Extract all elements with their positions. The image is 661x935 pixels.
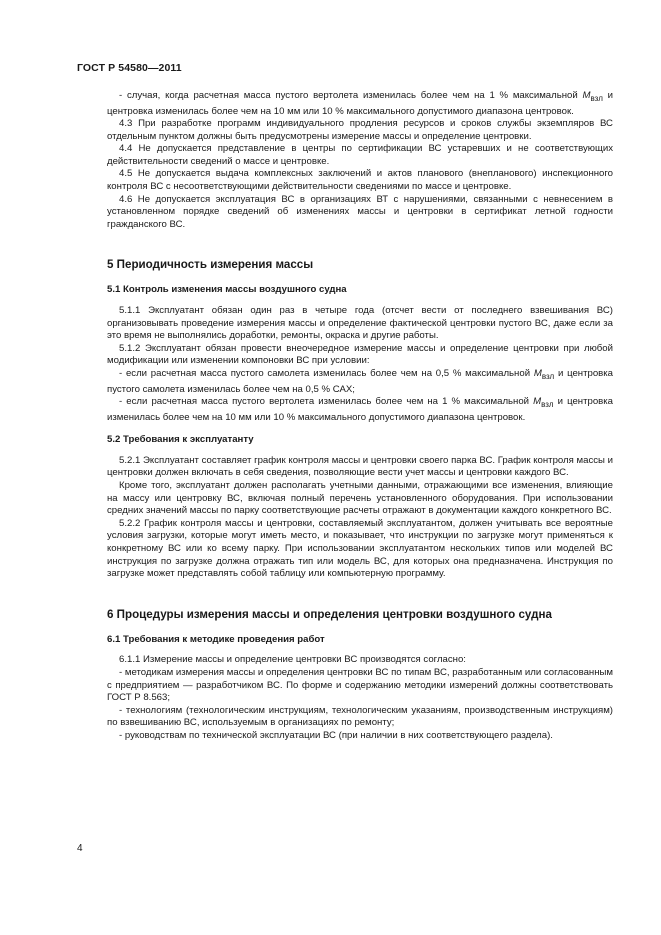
list-item: - руководствам по технической эксплуатации ВС (при наличии в них соответствующего раздела). bbox=[119, 729, 553, 741]
section-5-heading: 5 Периодичность измерения массы bbox=[107, 258, 314, 272]
list-item: - если расчетная масса пустого вертолета изменилась более чем на 1 % максимальной $M_{взл}$ и центровка изменилась более чем на 10 мм или 10 % максимального допустимого диапазона центровок. bbox=[107, 396, 613, 423]
document-body bbox=[107, 90, 613, 742]
paragraph-4-3: 4.3 При разработке программ индивидуального продления ресурсов и сроков службы экземпляров ВС отдельным пунктом должны быть предусмотрены измерение массы и определение центровки. bbox=[107, 118, 613, 142]
section-6-heading: 6 Процедуры измерения массы и определения центровки воздушного судна bbox=[107, 607, 552, 621]
paragraph-6-1-1: 6.1.1 Измерение массы и определение центровки ВС производятся согласно: bbox=[119, 654, 466, 666]
subsection-6-1-heading: 6.1 Требования к методике проведения работ bbox=[107, 633, 325, 645]
list-item: - если расчетная масса пустого самолета изменилась более чем на 0,5 % максимальной $M_{взл}$ и центровка пустого самолета изменилась более чем на 0,5 % САХ; bbox=[107, 368, 614, 395]
paragraph-4-6: 4.6 Не допускается эксплуатация ВС в организациях ВТ с нарушениями, связанными с невнесением в установленном порядке сведений об изменениях массы и центровки в сертификат летной годности гражданского ВС. bbox=[107, 193, 613, 230]
document-header: ГОСТ Р 54580—2011 bbox=[77, 62, 182, 74]
paragraph-5-2-1: 5.2.1 Эксплуатант составляет график контроля массы и центровки своего парка ВС. График контроля массы и центровки должен включать в себя сведения, позволяющие вести учет массы и центровки каждого ВС. bbox=[107, 454, 613, 479]
paragraph-4-5: 4.5 Не допускается выдача комплексных заключений и актов планового (внепланового) инспекционного контроля ВС с несоответствующими действительности сведениями по массе и центровке. bbox=[107, 168, 613, 193]
list-item: - методикам измерения массы и определения центровки ВС по типам ВС, разработанным или согласованным с предприятием — разработчиком ВС. По форме и содержанию методики измерений должны соответствовать ГОСТ Р 8.563; bbox=[107, 666, 613, 704]
paragraph-5-1-1: 5.1.1 Эксплуатант обязан один раз в четыре года (отсчет вести от последнего взвешивания ВС) организовывать проведение измерения массы и определение фактической центровки пустого ВС, даже если за это время не выполнялись доработки, ремонты, окраска и другие работы. bbox=[107, 305, 613, 342]
paragraph-5-2-2: 5.2.2 График контроля массы и центровки, составляемый эксплуатантом, должен учитывать все вероятные условия загрузки, которые могут иметь место, и показывает, что инструкции по загрузке могут применяться к конкретному ВС или ко всему парку. При использовании эксплуатантом нескольких типов или моделей ВС инструкция по загрузке должна отражать тип или модель ВС, для которых она предназначена. Инструкция по загрузке может представлять собой таблицу или компьютерную программу. bbox=[107, 517, 613, 580]
paragraph-4-4: 4.4 Не допускается представление в центры по сертификации ВС устаревших и не соответствующих действительности сведений о массе и центровке. bbox=[107, 143, 613, 167]
list-item: - технологиям (технологическим инструкциям, технологическим указаниям, производственным инструкциям) по взвешиванию ВС, используемым в организациях по ремонту; bbox=[107, 704, 613, 729]
page-number: 4 bbox=[77, 843, 83, 854]
paragraph-5-2-1-cont: Кроме того, эксплуатант должен располагать учетными данными, отражающими все изменения, влияющие на массу или центровку ВС, включая полный перечень установленного оборудования. При использовании средних значений массы по парку соответствующие расчеты отражают в документации каждого конкретного ВС. bbox=[107, 479, 613, 517]
subsection-5-1-heading: 5.1 Контроль изменения массы воздушного судна bbox=[107, 284, 347, 296]
paragraph-5-1-2: 5.1.2 Эксплуатант обязан провести внеочередное измерение массы и определение центровки при любой модификации или изменении компоновки ВС при условии: bbox=[107, 342, 613, 367]
subsection-5-2-heading: 5.2 Требования к эксплуатанту bbox=[107, 434, 254, 446]
list-item: - случая, когда расчетная масса пустого вертолета изменилась более чем на 1 % максимальной $M_{взл}$ и центровка изменилась более чем на 10 мм или 10 % максимального допустимого диапазона центровок. bbox=[107, 90, 613, 117]
